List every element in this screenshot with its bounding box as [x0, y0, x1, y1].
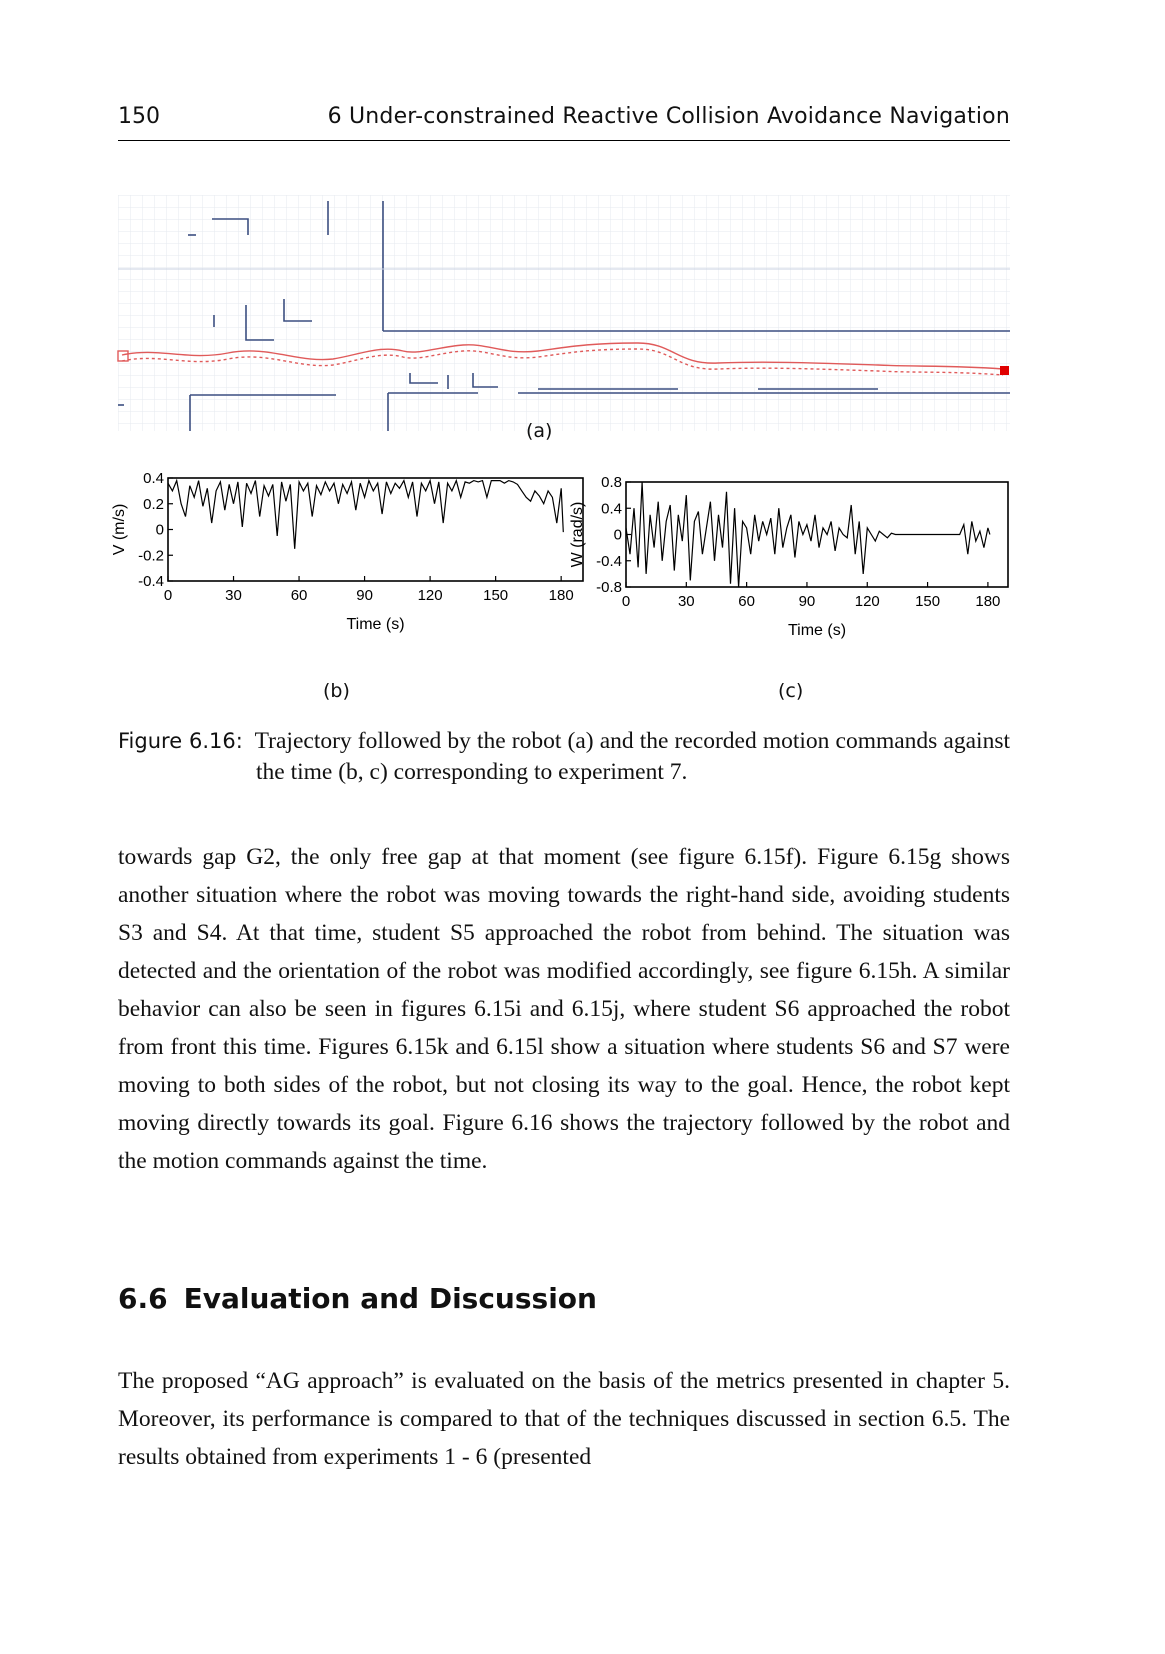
series-line: [168, 481, 563, 549]
x-tick-label: 120: [417, 587, 443, 604]
chapter-title: 6 Under-constrained Reactive Collision Avoidance Navigation: [327, 104, 1010, 129]
x-tick-label: 60: [290, 587, 308, 604]
running-head: [118, 100, 1010, 141]
y-tick-label: -0.2: [138, 547, 164, 565]
caption-label: Figure 6.16:: [118, 729, 243, 753]
y-tick-label: 0.4: [143, 470, 164, 487]
subfig-c-label: (c): [778, 680, 804, 702]
y-axis-label: W (rad/s): [569, 501, 586, 568]
y-tick-label: 0.2: [143, 495, 164, 513]
y-tick-label: 0: [155, 521, 164, 539]
x-tick-label: 150: [915, 593, 941, 610]
section-number: 6.6: [118, 1282, 168, 1315]
x-tick-label: 90: [798, 593, 816, 610]
x-tick-label: 0: [621, 593, 631, 610]
x-axis-label: Time (s): [787, 622, 847, 639]
section-heading: [118, 1282, 597, 1315]
x-tick-label: 30: [677, 593, 695, 610]
y-tick-label: -0.4: [138, 573, 164, 590]
x-tick-label: 60: [738, 593, 755, 610]
caption-text: Trajectory followed by the robot (a) and the recorded motion commands against the time (b, c) corresponding to experiment 7.: [254, 728, 1010, 785]
y-tick-label: 0.8: [601, 474, 622, 491]
x-tick-label: 180: [975, 593, 1001, 610]
subfig-a-label: (a): [526, 420, 553, 442]
y-tick-label: -0.8: [596, 579, 622, 596]
y-tick-label: -0.4: [596, 552, 622, 570]
x-tick-label: 120: [854, 593, 880, 610]
plot-frame: [168, 478, 583, 581]
x-tick-label: 90: [356, 587, 373, 604]
velocity-plot: [110, 470, 574, 674]
y-tick-label: 0.4: [601, 500, 622, 518]
y-axis-label: V (m/s): [111, 503, 128, 556]
trajectory-map: [118, 195, 1010, 431]
page-number: 150: [118, 104, 160, 129]
section-title: Evaluation and Discussion: [183, 1282, 597, 1315]
subfig-b-label: (b): [323, 680, 350, 702]
body-paragraph-1: towards gap G2, the only free gap at that moment (see figure 6.15f). Figure 6.15g shows another situation where the robot was moving towards the right-hand side, avoiding students S3 and S4. At that time, student S5 approached the robot from behind. The situation was detected and the orientation of the robot was modified accordingly, see figure 6.15h. A similar behavior can also be seen in figures 6.15i and 6.15j, where student S6 approached the robot from front this time. Figures 6.15k and 6.15l show a situation where students S6 and S7 were moving to both sides of the robot, but not closing its way to the goal. Hence, the robot kept moving directly towards its goal. Figure 6.16 shows the trajectory followed by the robot and the motion commands against the time.: [118, 844, 1010, 1174]
y-tick-label: 0: [613, 526, 622, 544]
x-tick-label: 180: [548, 587, 574, 604]
series-line: [626, 482, 990, 587]
x-axis-label: Time (s): [346, 616, 405, 633]
x-tick-label: 0: [163, 587, 173, 604]
figure-caption: [118, 726, 1010, 788]
body-paragraph-2: The proposed “AG approach” is evaluated on the basis of the metrics presented in chapter 5. Moreover, its performance is compared to that of the techniques discussed in section 6.5. The results obtained from experiments 1 - 6 (presented: [118, 1368, 1010, 1470]
angular-velocity-plot: [560, 474, 1020, 678]
x-tick-label: 150: [483, 587, 509, 604]
x-tick-label: 30: [225, 587, 242, 604]
goal-marker: [1000, 366, 1009, 375]
